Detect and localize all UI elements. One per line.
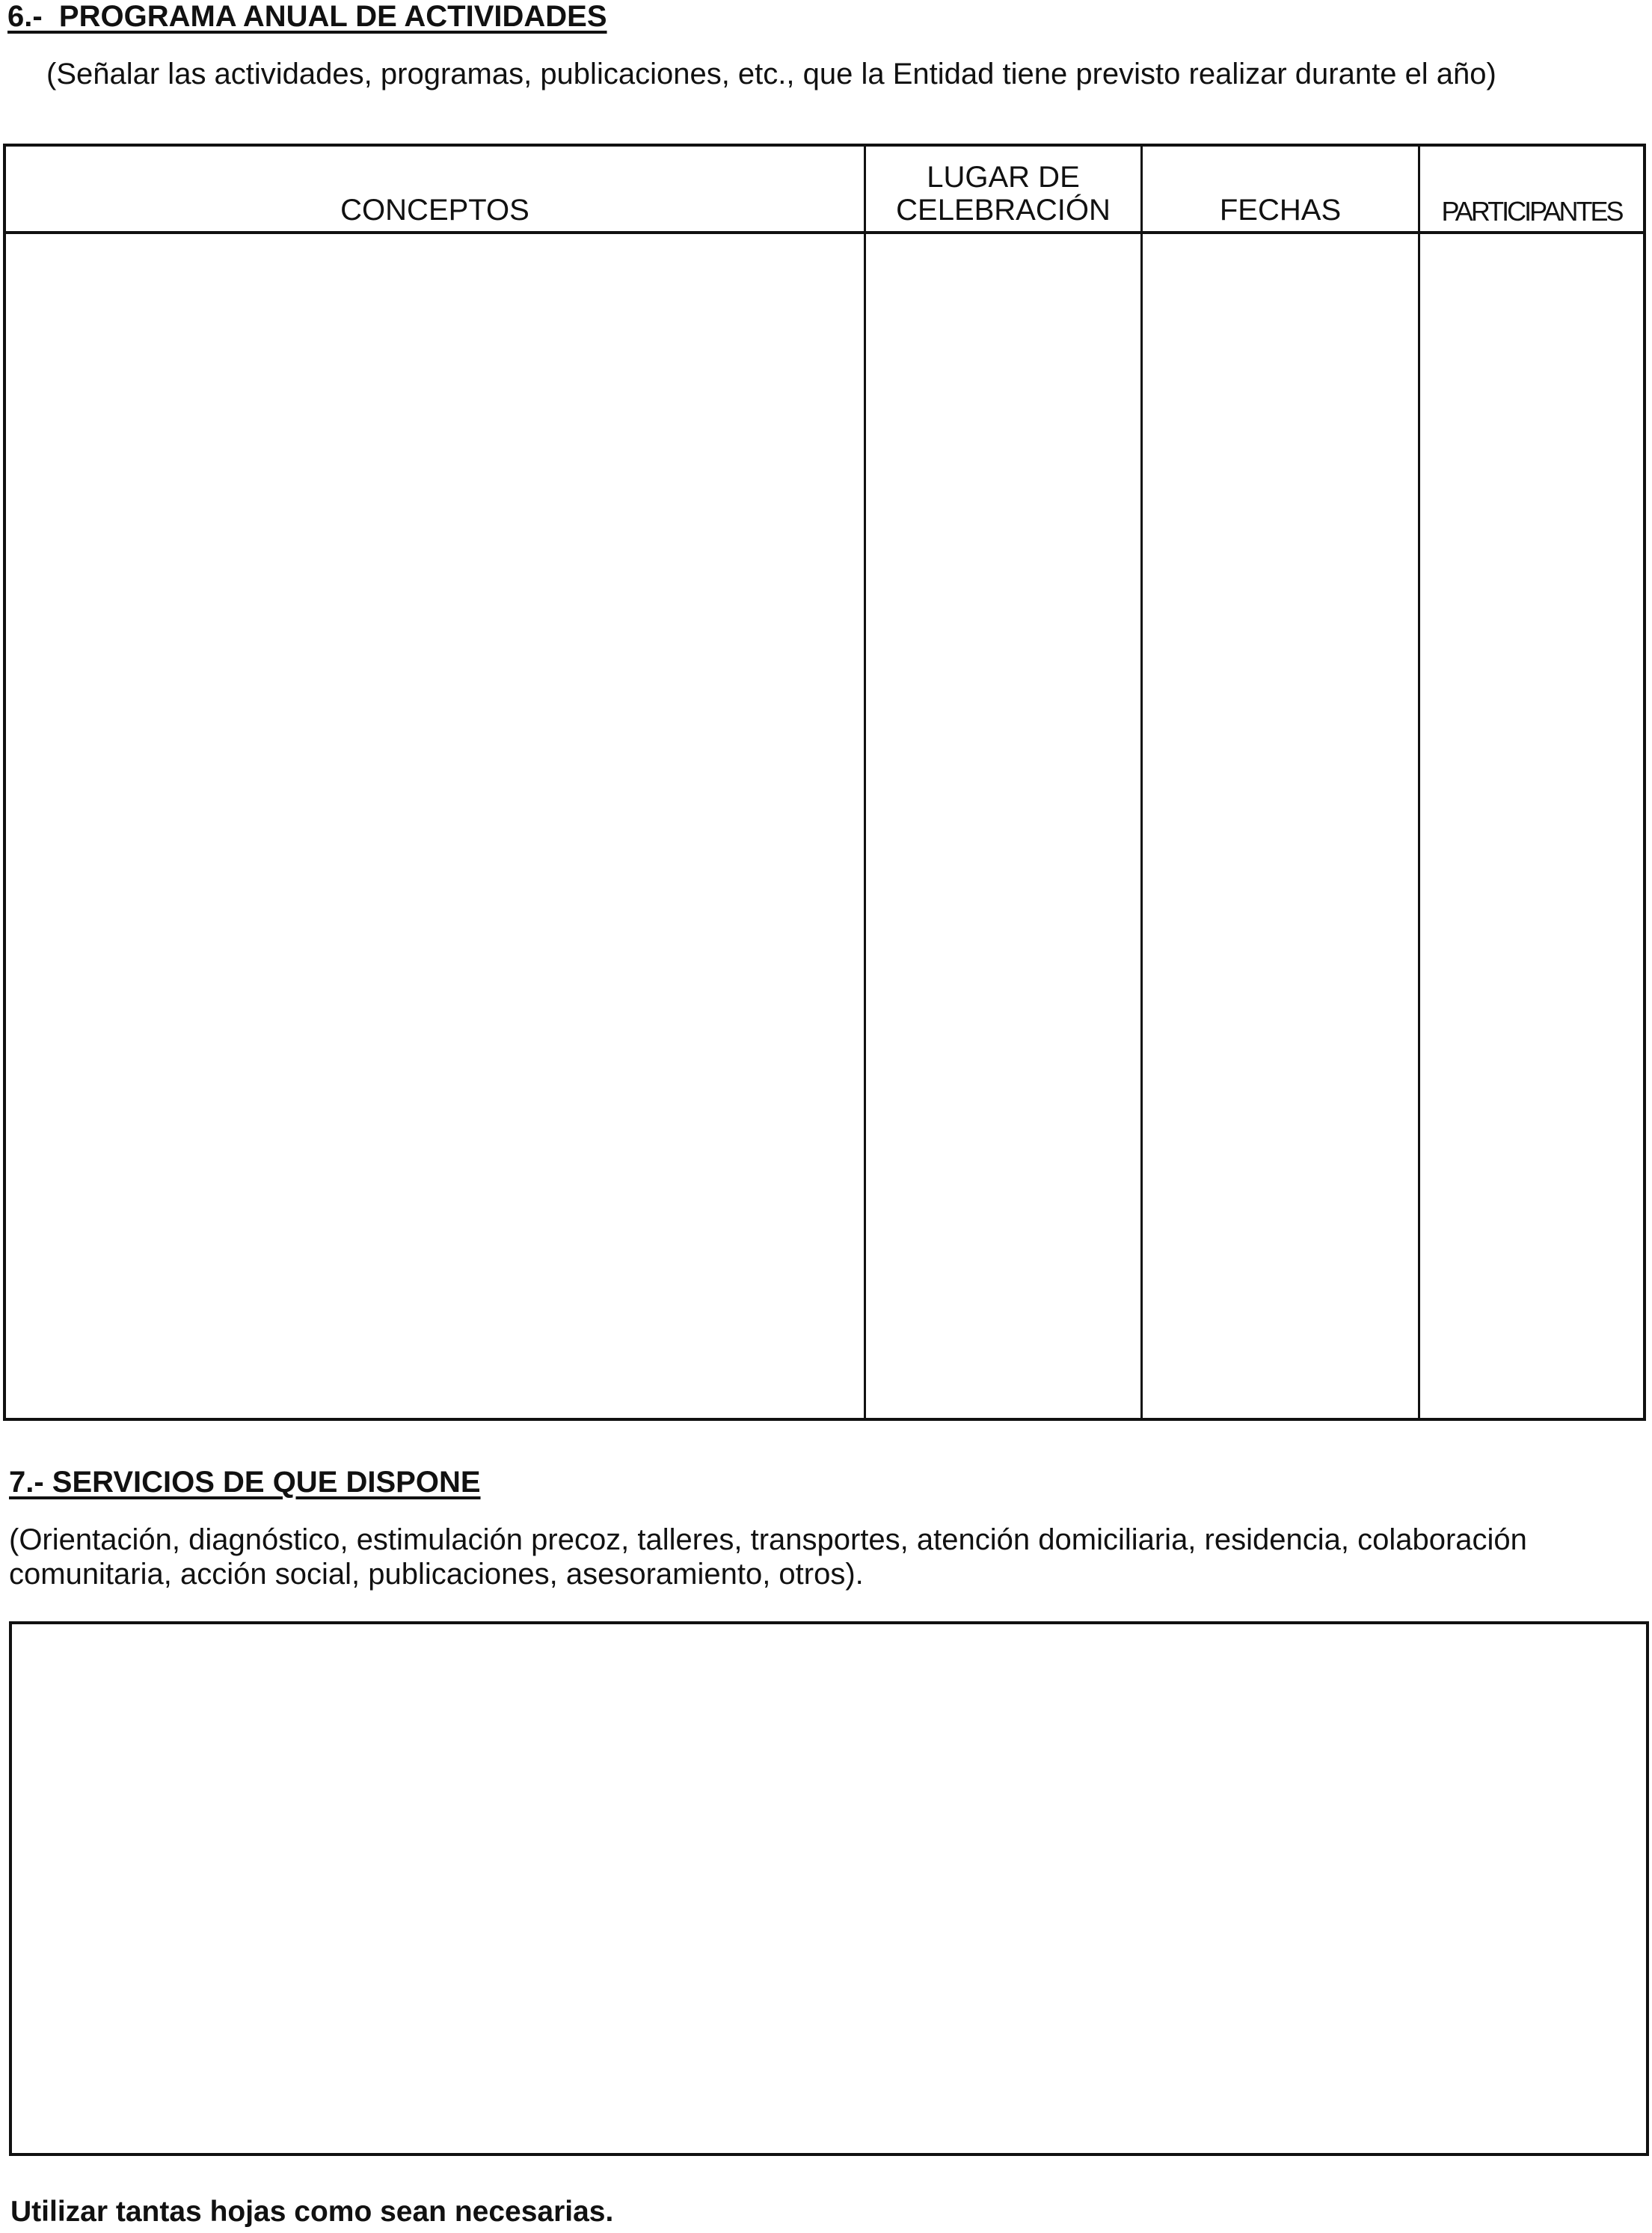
section-6-instructions: (Señalar las actividades, programas, publicaciones, etc., que la Entidad tiene previsto realizar durante el año) (46, 58, 1496, 90)
header-participantes-label: PARTICIPANTES (1441, 196, 1622, 227)
header-fechas (1143, 147, 1418, 231)
header-lugar-label-line1: LUGAR DE (927, 161, 1080, 194)
header-lugar-de-celebracion (866, 147, 1140, 231)
fechas-entry-area[interactable] (1143, 234, 1418, 1418)
section-7-title: 7.- SERVICIOS DE QUE DISPONE (9, 1466, 481, 1499)
lugar-entry-area[interactable] (866, 234, 1140, 1418)
participantes-entry-area[interactable] (1420, 234, 1643, 1418)
section-7-instructions (9, 1523, 1527, 1591)
conceptos-entry-area[interactable] (6, 234, 864, 1418)
header-lugar-label-line2: CELEBRACIÓN (896, 194, 1111, 227)
section-7-instructions-line1: (Orientación, diagnóstico, estimulación precoz, talleres, transportes, atención domiciliaria, residencia, colaboración (9, 1523, 1527, 1556)
header-conceptos (6, 147, 864, 231)
header-fechas-label: FECHAS (1219, 194, 1342, 227)
services-entry-box[interactable] (9, 1621, 1649, 2156)
section-6-title: 6.- PROGRAMA ANUAL DE ACTIVIDADES (7, 0, 607, 33)
section-7-instructions-line2: comunitaria, acción social, publicaciones, asesoramiento, otros). (9, 1558, 864, 1591)
header-participantes (1420, 147, 1643, 231)
footer-note: Utilizar tantas hojas como sean necesarias. (10, 2196, 614, 2228)
activities-table (3, 144, 1646, 1421)
header-conceptos-label: CONCEPTOS (340, 194, 529, 227)
